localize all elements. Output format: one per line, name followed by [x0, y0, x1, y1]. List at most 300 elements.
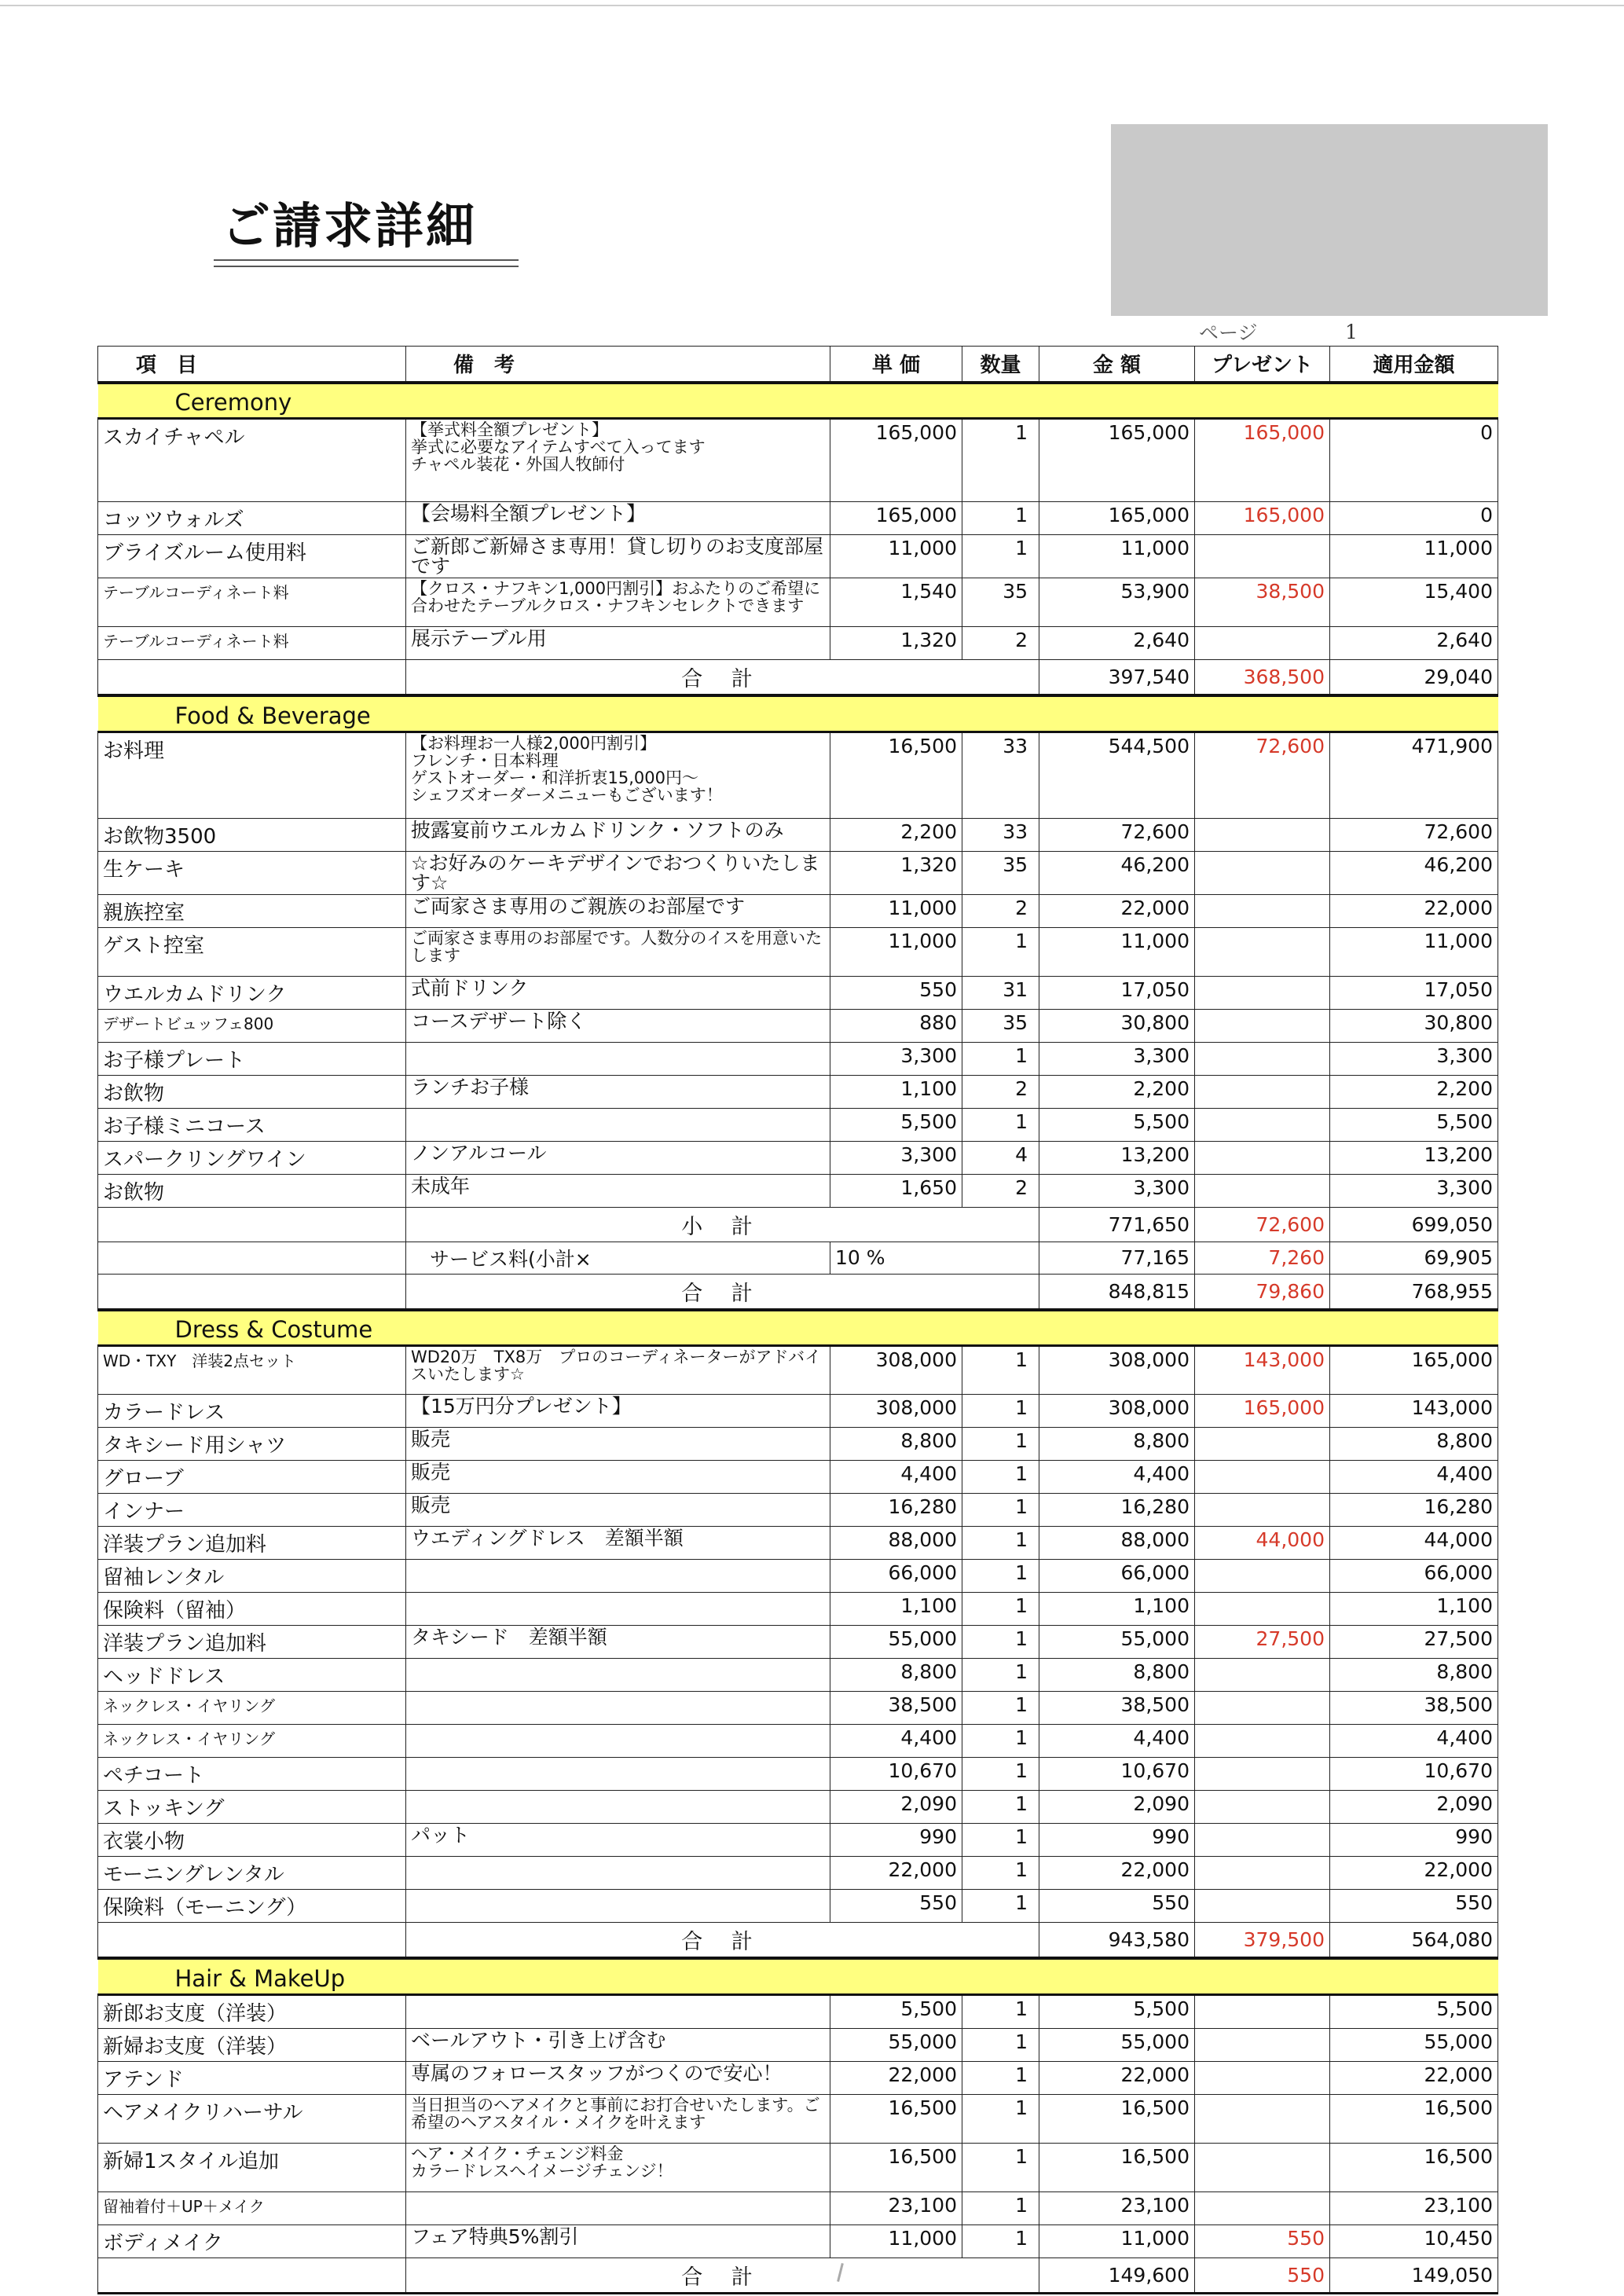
- applied-amount: 10,670: [1330, 1758, 1498, 1791]
- table-row: [98, 578, 1498, 627]
- amount: 2,090: [1039, 1791, 1195, 1824]
- item-name: お料理: [98, 732, 406, 818]
- applied-amount: 10,450: [1330, 2224, 1498, 2257]
- table-row: [98, 927, 1498, 976]
- section-title: Dress & Costume: [98, 1310, 1498, 1346]
- item-name: タキシード用シャツ: [98, 1428, 406, 1461]
- table-row: [98, 2143, 1498, 2191]
- table-row: [98, 1141, 1498, 1174]
- quantity: 2: [962, 1075, 1039, 1108]
- item-name: テーブルコーディネート料: [98, 627, 406, 660]
- applied-amount: 22,000: [1330, 2061, 1498, 2094]
- item-note: 【挙式料全額プレゼント】 挙式に必要なアイテムすべて入ってます チャペル装花・外国人牧師付: [406, 419, 830, 502]
- item-note: ☆お好みのケーキデザインでおつくりいたします☆: [406, 851, 830, 894]
- table-row: [98, 2028, 1498, 2061]
- item-note: [406, 1994, 830, 2028]
- applied-amount: 27,500: [1330, 1626, 1498, 1659]
- applied-amount: 165,000: [1330, 1346, 1498, 1395]
- table-row: [98, 1075, 1498, 1108]
- amount: 550: [1039, 1890, 1195, 1923]
- unit-price: 11,000: [830, 894, 962, 927]
- amount: 1,100: [1039, 1593, 1195, 1626]
- page-title: ご請求詳細: [222, 197, 478, 255]
- table-row: [98, 2061, 1498, 2094]
- amount: 5,500: [1039, 1994, 1195, 2028]
- amount: 3,300: [1039, 1042, 1195, 1075]
- item-name: 生ケーキ: [98, 851, 406, 894]
- quantity: 1: [962, 2061, 1039, 2094]
- amount: 544,500: [1039, 732, 1195, 818]
- unit-price: 1,100: [830, 1075, 962, 1108]
- unit-price: 550: [830, 976, 962, 1009]
- applied-amount: 17,050: [1330, 976, 1498, 1009]
- invoice-table-container: [97, 346, 1498, 2294]
- title-underline-2: [214, 266, 519, 267]
- quantity: 33: [962, 818, 1039, 851]
- present-amount: 165,000: [1195, 502, 1330, 535]
- item-name: モーニングレンタル: [98, 1857, 406, 1890]
- item-note: 【クロス・ナフキン1,000円割引】おふたりのご希望に合わせたテーブルクロス・ナフキンセレクトできます: [406, 578, 830, 627]
- quantity: 1: [962, 927, 1039, 976]
- item-name: デザートビュッフェ800: [98, 1009, 406, 1042]
- total-spacer: [98, 1207, 406, 1242]
- present-amount: [1195, 1009, 1330, 1042]
- table-row: [98, 1428, 1498, 1461]
- total-present: 72,600: [1195, 1207, 1330, 1242]
- present-amount: 165,000: [1195, 419, 1330, 502]
- present-amount: [1195, 1725, 1330, 1758]
- amount: 8,800: [1039, 1659, 1195, 1692]
- table-row: [98, 1725, 1498, 1758]
- amount: 5,500: [1039, 1108, 1195, 1141]
- item-name: 新郎お支度（洋装）: [98, 1994, 406, 2028]
- table-row: [98, 1108, 1498, 1141]
- unit-price: 880: [830, 1009, 962, 1042]
- item-name: カラードレス: [98, 1395, 406, 1428]
- present-amount: [1195, 1461, 1330, 1494]
- quantity: 1: [962, 1824, 1039, 1857]
- quantity: 1: [962, 2224, 1039, 2257]
- amount: 38,500: [1039, 1692, 1195, 1725]
- item-note: 専属のフォロースタッフがつくので安心！: [406, 2061, 830, 2094]
- item-note: 【お料理お一人様2,000円割引】 フレンチ・日本料理 ゲストオーダー・和洋折衷15,000円～ シェフズオーダーメニューもございます！: [406, 732, 830, 818]
- service-rate: 10 %: [830, 1242, 1039, 1274]
- unit-price: 1,100: [830, 1593, 962, 1626]
- quantity: 1: [962, 1593, 1039, 1626]
- applied-amount: 0: [1330, 502, 1498, 535]
- quantity: 33: [962, 732, 1039, 818]
- applied-amount: 143,000: [1330, 1395, 1498, 1428]
- total-applied: 564,080: [1330, 1923, 1498, 1959]
- item-name: ネックレス・イヤリング: [98, 1692, 406, 1725]
- section-header: [98, 695, 1498, 732]
- item-name: ヘッドドレス: [98, 1659, 406, 1692]
- present-amount: [1195, 1659, 1330, 1692]
- quantity: 1: [962, 1395, 1039, 1428]
- unit-price: 88,000: [830, 1527, 962, 1560]
- item-name: お飲物: [98, 1075, 406, 1108]
- item-note: 未成年: [406, 1174, 830, 1207]
- table-row: [98, 1527, 1498, 1560]
- quantity: 1: [962, 1890, 1039, 1923]
- table-row: [98, 732, 1498, 818]
- item-name: お飲物: [98, 1174, 406, 1207]
- amount: 22,000: [1039, 894, 1195, 927]
- item-note: [406, 1593, 830, 1626]
- applied-amount: 66,000: [1330, 1560, 1498, 1593]
- unit-price: 22,000: [830, 1857, 962, 1890]
- item-note: ノンアルコール: [406, 1141, 830, 1174]
- applied-amount: 5,500: [1330, 1994, 1498, 2028]
- total-spacer: [98, 660, 406, 696]
- item-name: ヘアメイクリハーサル: [98, 2094, 406, 2143]
- unit-price: 550: [830, 1890, 962, 1923]
- applied-amount: 16,280: [1330, 1494, 1498, 1527]
- total-row: [98, 1274, 1498, 1310]
- amount: 55,000: [1039, 1626, 1195, 1659]
- applied-amount: 13,200: [1330, 1141, 1498, 1174]
- invoice-body: [98, 383, 1498, 2294]
- applied-amount: 8,800: [1330, 1659, 1498, 1692]
- item-name: 留袖レンタル: [98, 1560, 406, 1593]
- present-amount: [1195, 2191, 1330, 2224]
- applied-amount: 471,900: [1330, 732, 1498, 818]
- quantity: 1: [962, 1461, 1039, 1494]
- present-amount: [1195, 851, 1330, 894]
- unit-price: 66,000: [830, 1560, 962, 1593]
- quantity: 1: [962, 1108, 1039, 1141]
- table-row: [98, 1042, 1498, 1075]
- unit-price: 23,100: [830, 2191, 962, 2224]
- applied-amount: 30,800: [1330, 1009, 1498, 1042]
- total-amount: 848,815: [1039, 1274, 1195, 1310]
- quantity: 1: [962, 1692, 1039, 1725]
- item-name: スパークリングワイン: [98, 1141, 406, 1174]
- amount: 16,280: [1039, 1494, 1195, 1527]
- total-applied: 699,050: [1330, 1207, 1498, 1242]
- present-amount: [1195, 1857, 1330, 1890]
- quantity: 1: [962, 1626, 1039, 1659]
- item-name: お子様プレート: [98, 1042, 406, 1075]
- total-applied: 29,040: [1330, 660, 1498, 696]
- applied-amount: 22,000: [1330, 1857, 1498, 1890]
- present-amount: 27,500: [1195, 1626, 1330, 1659]
- total-amount: 943,580: [1039, 1923, 1195, 1959]
- present-amount: 38,500: [1195, 578, 1330, 627]
- table-row: [98, 627, 1498, 660]
- table-row: [98, 1461, 1498, 1494]
- amount: 53,900: [1039, 578, 1195, 627]
- present-amount: [1195, 927, 1330, 976]
- table-row: [98, 1791, 1498, 1824]
- item-note: [406, 1725, 830, 1758]
- applied-amount: 55,000: [1330, 2028, 1498, 2061]
- unit-price: 22,000: [830, 2061, 962, 2094]
- total-row: [98, 1923, 1498, 1959]
- col-amount-header: 金 額: [1039, 347, 1195, 383]
- item-note: フェア特典5%割引: [406, 2224, 830, 2257]
- service-charge-row: [98, 1242, 1498, 1274]
- quantity: 1: [962, 1659, 1039, 1692]
- col-present-header: プレゼント: [1195, 347, 1330, 383]
- unit-price: 1,540: [830, 578, 962, 627]
- amount: 4,400: [1039, 1461, 1195, 1494]
- item-note: 当日担当のヘアメイクと事前にお打合せいたします。ご希望のヘアスタイル・メイクを叶えます: [406, 2094, 830, 2143]
- service-applied: 69,905: [1330, 1242, 1498, 1274]
- item-name: テーブルコーディネート料: [98, 578, 406, 627]
- unit-price: 2,090: [830, 1791, 962, 1824]
- amount: 2,200: [1039, 1075, 1195, 1108]
- col-unit-header: 単 価: [830, 347, 962, 383]
- subtotal-row: [98, 1207, 1498, 1242]
- total-amount: 397,540: [1039, 660, 1195, 696]
- applied-amount: 11,000: [1330, 927, 1498, 976]
- item-name: ブライズルーム使用料: [98, 535, 406, 578]
- col-qty-header: 数量: [962, 347, 1039, 383]
- item-note: ご両家さま専用のお部屋です。人数分のイスを用意いたします: [406, 927, 830, 976]
- service-spacer: [98, 1242, 406, 1274]
- section-header: [98, 1310, 1498, 1346]
- table-row: [98, 976, 1498, 1009]
- item-note: 【会場料全額プレゼント】: [406, 502, 830, 535]
- unit-price: 3,300: [830, 1141, 962, 1174]
- unit-price: 1,320: [830, 627, 962, 660]
- amount: 88,000: [1039, 1527, 1195, 1560]
- applied-amount: 4,400: [1330, 1725, 1498, 1758]
- redacted-stamp-box: [1111, 124, 1548, 316]
- quantity: 1: [962, 1758, 1039, 1791]
- col-item-header: 項 目: [98, 347, 406, 383]
- applied-amount: 23,100: [1330, 2191, 1498, 2224]
- quantity: 31: [962, 976, 1039, 1009]
- quantity: 2: [962, 627, 1039, 660]
- item-name: ストッキング: [98, 1791, 406, 1824]
- applied-amount: 16,500: [1330, 2094, 1498, 2143]
- item-note: 披露宴前ウエルカムドリンク・ソフトのみ: [406, 818, 830, 851]
- amount: 13,200: [1039, 1141, 1195, 1174]
- unit-price: 308,000: [830, 1395, 962, 1428]
- present-amount: [1195, 1791, 1330, 1824]
- present-amount: [1195, 976, 1330, 1009]
- applied-amount: 5,500: [1330, 1108, 1498, 1141]
- table-row: [98, 894, 1498, 927]
- amount: 3,300: [1039, 1174, 1195, 1207]
- item-note: ランチお子様: [406, 1075, 830, 1108]
- quantity: 1: [962, 1428, 1039, 1461]
- quantity: 1: [962, 1791, 1039, 1824]
- section-title: Hair & MakeUp: [98, 1958, 1498, 1994]
- quantity: 2: [962, 894, 1039, 927]
- applied-amount: 550: [1330, 1890, 1498, 1923]
- quantity: 1: [962, 1494, 1039, 1527]
- unit-price: 8,800: [830, 1659, 962, 1692]
- table-row: [98, 502, 1498, 535]
- present-amount: [1195, 535, 1330, 578]
- table-row: [98, 1758, 1498, 1791]
- quantity: 1: [962, 1994, 1039, 2028]
- table-row: [98, 1626, 1498, 1659]
- applied-amount: 2,640: [1330, 627, 1498, 660]
- amount: 11,000: [1039, 535, 1195, 578]
- amount: 990: [1039, 1824, 1195, 1857]
- applied-amount: 0: [1330, 419, 1498, 502]
- unit-price: 4,400: [830, 1461, 962, 1494]
- present-amount: [1195, 1692, 1330, 1725]
- quantity: 1: [962, 2191, 1039, 2224]
- applied-amount: 990: [1330, 1824, 1498, 1857]
- invoice-table: [97, 346, 1498, 2294]
- header-row: [98, 347, 1498, 383]
- unit-price: 165,000: [830, 502, 962, 535]
- total-row: [98, 660, 1498, 696]
- applied-amount: 4,400: [1330, 1461, 1498, 1494]
- item-note: コースデザート除く: [406, 1009, 830, 1042]
- present-amount: [1195, 1494, 1330, 1527]
- total-label: 合 計: [406, 1274, 1039, 1310]
- unit-price: 3,300: [830, 1042, 962, 1075]
- total-label: 合 計: [406, 2257, 1039, 2293]
- table-row: [98, 1692, 1498, 1725]
- item-name: 衣裳小物: [98, 1824, 406, 1857]
- unit-price: 16,500: [830, 732, 962, 818]
- unit-price: 990: [830, 1824, 962, 1857]
- table-row: [98, 1994, 1498, 2028]
- amount: 22,000: [1039, 1857, 1195, 1890]
- table-row: [98, 818, 1498, 851]
- item-note: ベールアウト・引き上げ含む: [406, 2028, 830, 2061]
- unit-price: 5,500: [830, 1994, 962, 2028]
- item-note: [406, 1890, 830, 1923]
- present-amount: 143,000: [1195, 1346, 1330, 1395]
- total-spacer: [98, 1274, 406, 1310]
- table-row: [98, 419, 1498, 502]
- quantity: 35: [962, 851, 1039, 894]
- present-amount: 550: [1195, 2224, 1330, 2257]
- amount: 30,800: [1039, 1009, 1195, 1042]
- item-name: グローブ: [98, 1461, 406, 1494]
- applied-amount: 16,500: [1330, 2143, 1498, 2191]
- applied-amount: 2,090: [1330, 1791, 1498, 1824]
- item-name: インナー: [98, 1494, 406, 1527]
- unit-price: 5,500: [830, 1108, 962, 1141]
- unit-price: 55,000: [830, 1626, 962, 1659]
- item-note: 【15万円分プレゼント】: [406, 1395, 830, 1428]
- item-name: ボディメイク: [98, 2224, 406, 2257]
- quantity: 1: [962, 1725, 1039, 1758]
- item-name: お子様ミニコース: [98, 1108, 406, 1141]
- total-present: 368,500: [1195, 660, 1330, 696]
- present-amount: [1195, 1593, 1330, 1626]
- total-present: 550: [1195, 2257, 1330, 2293]
- amount: 16,500: [1039, 2094, 1195, 2143]
- amount: 165,000: [1039, 502, 1195, 535]
- present-amount: [1195, 1174, 1330, 1207]
- title-underline: [214, 259, 519, 261]
- table-row: [98, 1346, 1498, 1395]
- quantity: 2: [962, 1174, 1039, 1207]
- quantity: 1: [962, 1857, 1039, 1890]
- item-name: 保険料（モーニング）: [98, 1890, 406, 1923]
- unit-price: 16,280: [830, 1494, 962, 1527]
- quantity: 1: [962, 419, 1039, 502]
- applied-amount: 11,000: [1330, 535, 1498, 578]
- item-note: ウエディングドレス 差額半額: [406, 1527, 830, 1560]
- quantity: 1: [962, 1346, 1039, 1395]
- unit-price: 38,500: [830, 1692, 962, 1725]
- page-label: ページ: [1199, 321, 1258, 344]
- total-row: [98, 2257, 1498, 2293]
- total-label: 小 計: [406, 1207, 1039, 1242]
- unit-price: 11,000: [830, 927, 962, 976]
- table-row: [98, 2191, 1498, 2224]
- present-amount: 72,600: [1195, 732, 1330, 818]
- table-row: [98, 1560, 1498, 1593]
- present-amount: 165,000: [1195, 1395, 1330, 1428]
- quantity: 1: [962, 1042, 1039, 1075]
- item-name: 新婦1スタイル追加: [98, 2143, 406, 2191]
- amount: 66,000: [1039, 1560, 1195, 1593]
- amount: 8,800: [1039, 1428, 1195, 1461]
- total-applied: 768,955: [1330, 1274, 1498, 1310]
- present-amount: [1195, 1560, 1330, 1593]
- table-row: [98, 1857, 1498, 1890]
- applied-amount: 3,300: [1330, 1042, 1498, 1075]
- amount: 22,000: [1039, 2061, 1195, 2094]
- item-note: ヘア・メイク・チェンジ料金 カラードレスへイメージチェンジ！: [406, 2143, 830, 2191]
- amount: 11,000: [1039, 2224, 1195, 2257]
- item-note: 販売: [406, 1428, 830, 1461]
- item-note: [406, 1108, 830, 1141]
- item-name: ウエルカムドリンク: [98, 976, 406, 1009]
- present-amount: [1195, 1994, 1330, 2028]
- total-label: 合 計: [406, 1923, 1039, 1959]
- item-name: 留袖着付＋UP＋メイク: [98, 2191, 406, 2224]
- amount: 2,640: [1039, 627, 1195, 660]
- present-amount: [1195, 1141, 1330, 1174]
- col-note-header: 備 考: [406, 347, 830, 383]
- amount: 165,000: [1039, 419, 1195, 502]
- quantity: 1: [962, 2028, 1039, 2061]
- total-spacer: [98, 1923, 406, 1959]
- amount: 55,000: [1039, 2028, 1195, 2061]
- item-note: 式前ドリンク: [406, 976, 830, 1009]
- item-note: [406, 1857, 830, 1890]
- amount: 17,050: [1039, 976, 1195, 1009]
- quantity: 35: [962, 578, 1039, 627]
- quantity: 1: [962, 502, 1039, 535]
- amount: 23,100: [1039, 2191, 1195, 2224]
- item-note: [406, 1042, 830, 1075]
- present-amount: [1195, 1758, 1330, 1791]
- total-present: 79,860: [1195, 1274, 1330, 1310]
- applied-amount: 72,600: [1330, 818, 1498, 851]
- table-row: [98, 1890, 1498, 1923]
- total-amount: 771,650: [1039, 1207, 1195, 1242]
- present-amount: [1195, 1824, 1330, 1857]
- service-present: 7,260: [1195, 1242, 1330, 1274]
- unit-price: 1,650: [830, 1174, 962, 1207]
- present-amount: [1195, 2028, 1330, 2061]
- section-title: Ceremony: [98, 383, 1498, 419]
- table-row: [98, 1494, 1498, 1527]
- applied-amount: 3,300: [1330, 1174, 1498, 1207]
- section-title: Food & Beverage: [98, 695, 1498, 732]
- col-applied-header: 適用金額: [1330, 347, 1498, 383]
- item-name: お飲物3500: [98, 818, 406, 851]
- applied-amount: 46,200: [1330, 851, 1498, 894]
- section-header: [98, 383, 1498, 419]
- present-amount: [1195, 1108, 1330, 1141]
